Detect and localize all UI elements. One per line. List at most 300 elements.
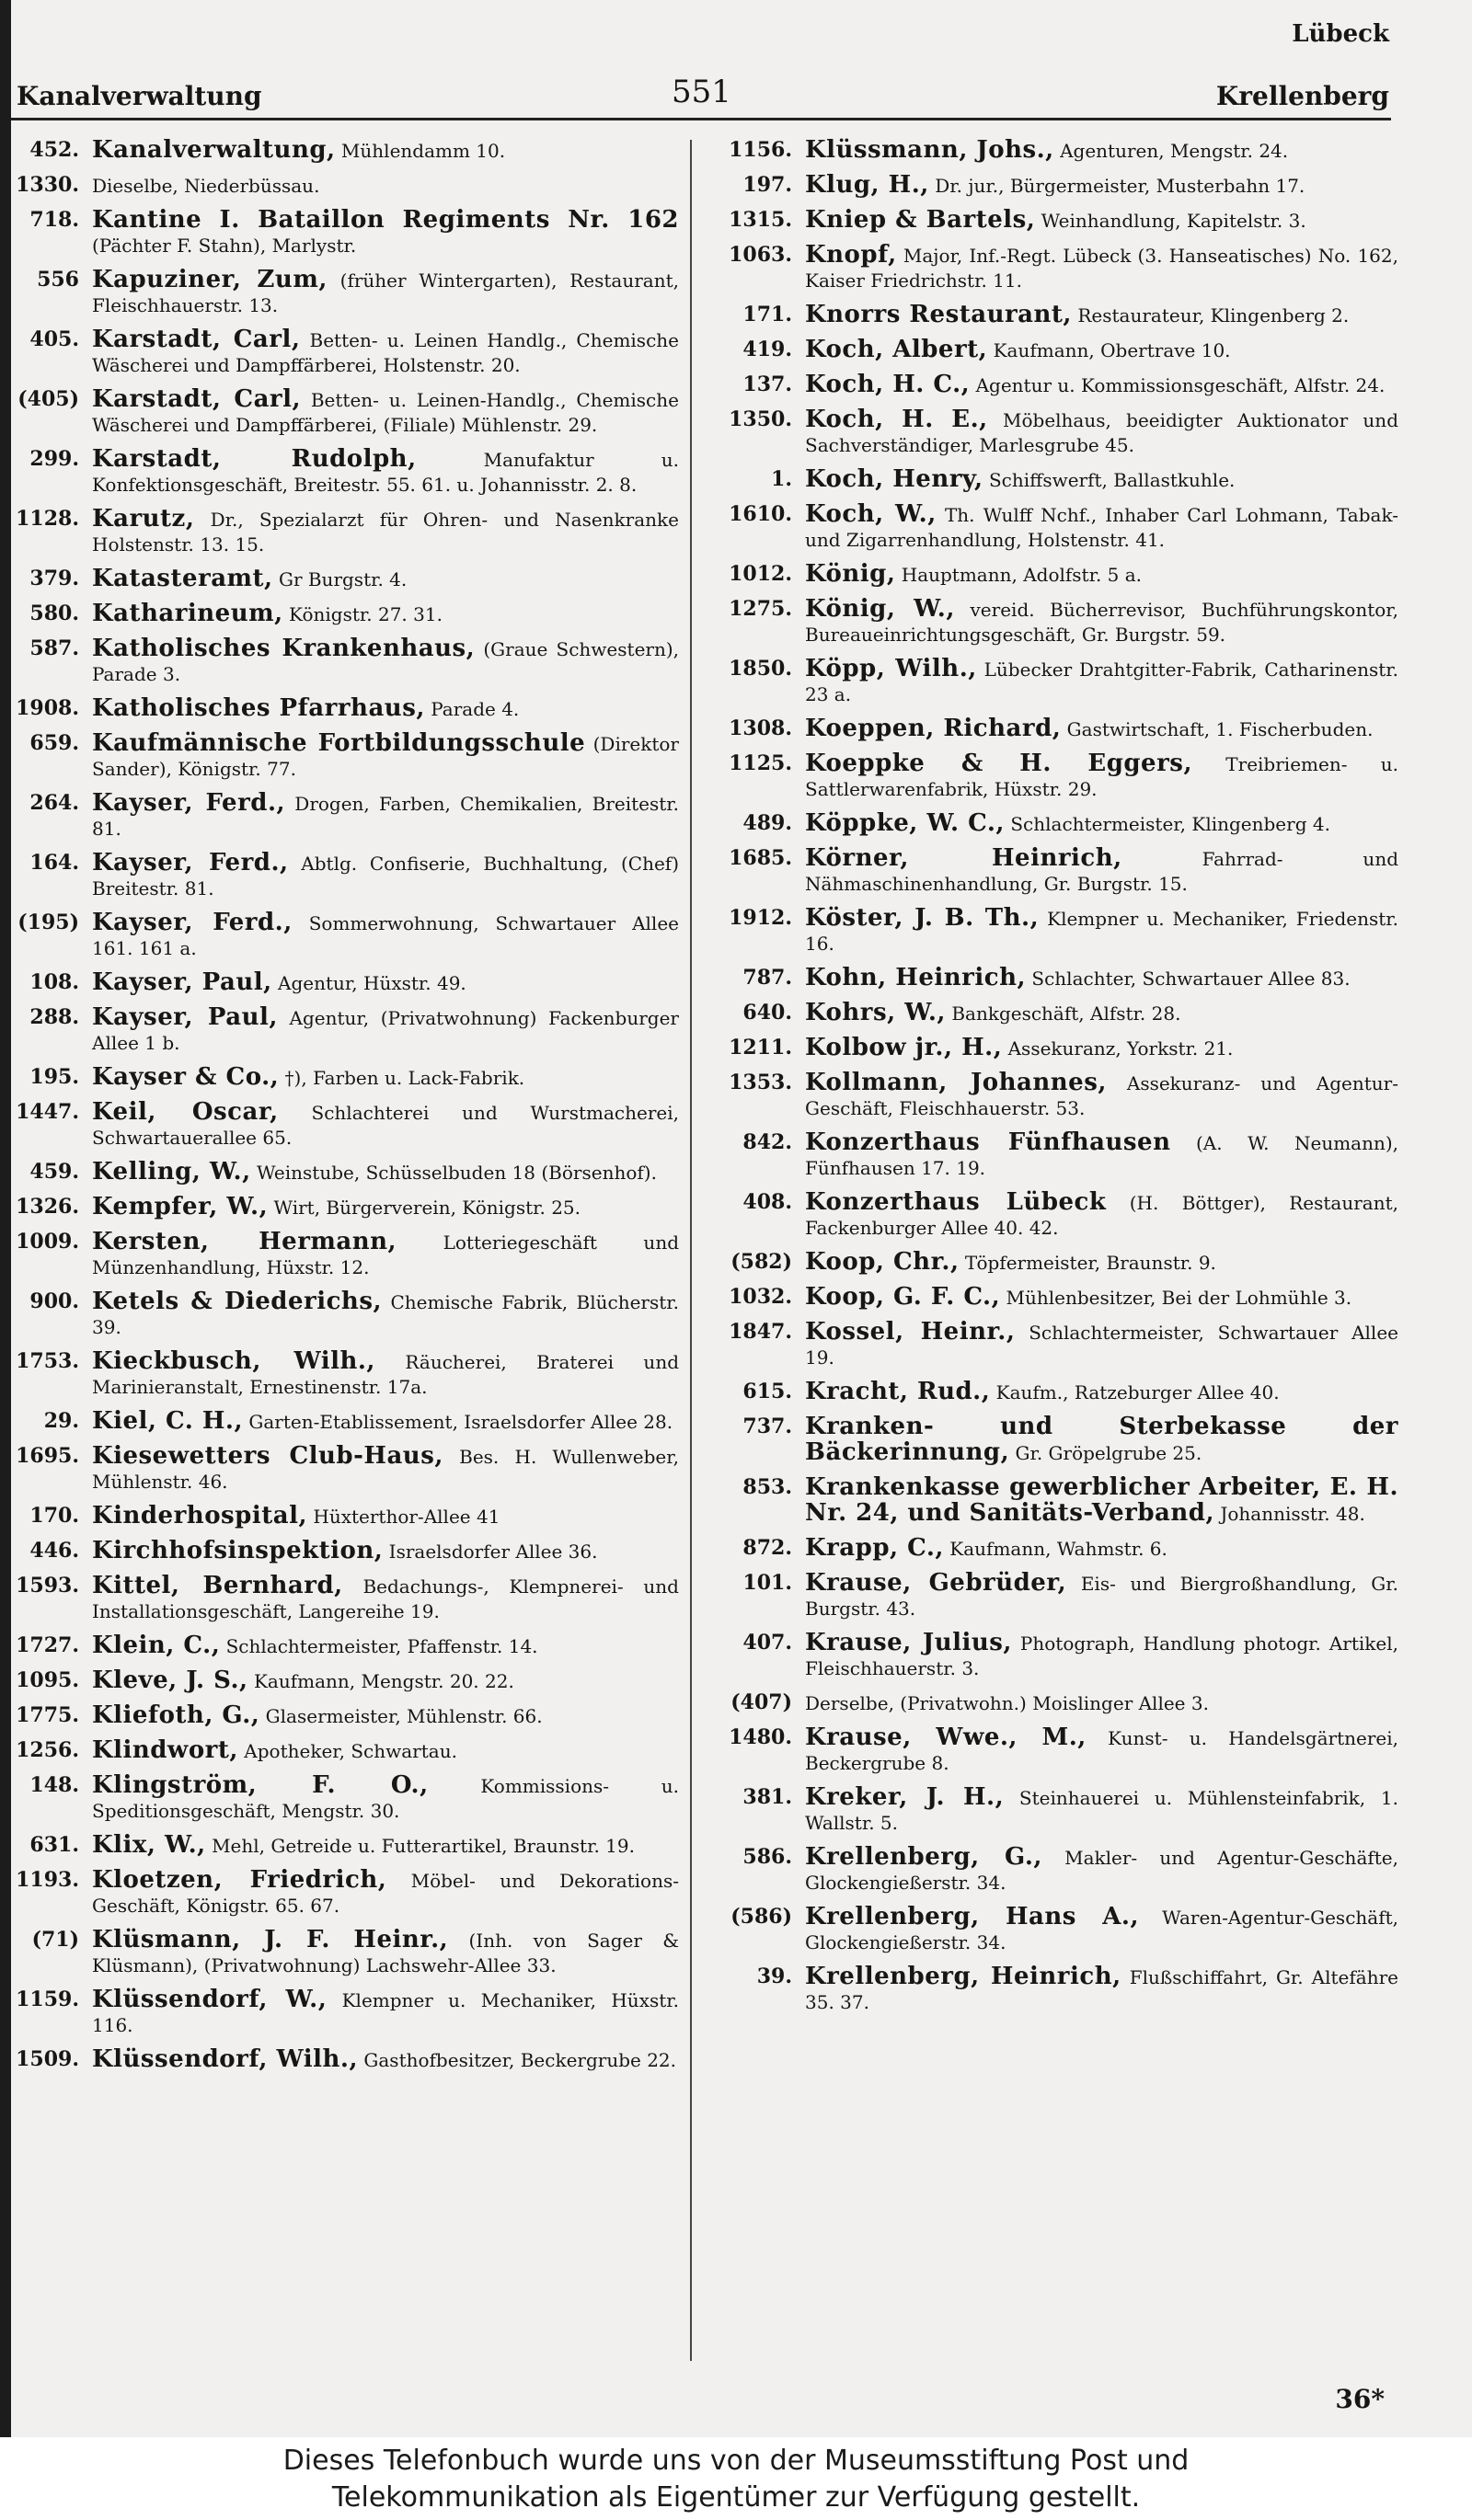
phone-number: 1315. <box>729 208 792 232</box>
directory-entry <box>704 208 1398 234</box>
subscriber-details: Bedachungs-, Klempnerei- und Installationsgeschäft, Langereihe 19. <box>92 1575 679 1622</box>
directory-entry <box>704 173 1398 199</box>
phone-number: 615. <box>742 1380 792 1403</box>
phone-number: 1326. <box>16 1195 79 1219</box>
entry-text <box>805 1536 1398 1562</box>
phone-number: 580. <box>29 601 79 625</box>
phone-number: 1128. <box>16 507 79 531</box>
subscriber-name: Krellenberg, G., <box>805 1843 1042 1871</box>
subscriber-name: Katholisches Krankenhaus, <box>92 635 476 662</box>
subscriber-name: Kayser & Co., <box>92 1063 280 1091</box>
entry-text <box>92 567 679 592</box>
directory-entry <box>704 657 1398 707</box>
entry-text <box>92 1289 679 1340</box>
directory-entry <box>15 567 679 592</box>
subscriber-name: Klüssendorf, Wilh., <box>92 2045 359 2073</box>
entry-text <box>92 173 679 199</box>
subscriber-details: Johannisstr. 48. <box>1214 1503 1365 1525</box>
subscriber-details: Makler- und Agentur-Geschäfte, Glockengießerstr. 34. <box>805 1847 1398 1894</box>
entry-text <box>805 906 1398 956</box>
entry-text <box>92 387 679 438</box>
directory-entry <box>704 1415 1398 1466</box>
subscriber-name: Kayser, Ferd., <box>92 789 286 817</box>
entry-text <box>805 597 1398 647</box>
footer-line-1: Dieses Telefonbuch wurde uns von der Museumsstiftung Post und <box>282 2445 1190 2477</box>
page-number: 551 <box>672 74 731 110</box>
entry-text <box>805 173 1398 199</box>
subscriber-name: Kracht, Rud., <box>805 1378 991 1405</box>
entry-text <box>92 1100 679 1151</box>
subscriber-details: Agentur, Hüxstr. 49. <box>271 972 466 994</box>
phone-number: 1912. <box>729 906 792 930</box>
subscriber-name: Karstadt, Rudolph, <box>92 445 417 473</box>
directory-entry <box>704 1475 1398 1527</box>
subscriber-details: Fahrrad- und Nähmaschinenhandlung, Gr. Burgstr. 15. <box>805 848 1399 895</box>
entry-text <box>805 1690 1398 1716</box>
entry-text <box>92 138 679 164</box>
subscriber-details: Schiffswerft, Ballastkuhle. <box>983 469 1236 491</box>
phone-number: 489. <box>742 811 792 835</box>
directory-entry <box>15 1065 679 1091</box>
entry-text <box>92 970 679 996</box>
phone-number: 408. <box>742 1190 792 1214</box>
phone-number: 587. <box>29 636 79 660</box>
subscriber-name: Kleve, J. S., <box>92 1667 248 1694</box>
subscriber-name: Kittel, Bernhard, <box>92 1572 343 1599</box>
phone-number: 137. <box>742 372 792 396</box>
directory-entry <box>704 1190 1398 1241</box>
directory-entry <box>704 1071 1398 1121</box>
phone-number: 842. <box>742 1130 792 1154</box>
subscriber-name: Kohn, Heinrich, <box>805 964 1027 991</box>
subscriber-details: Gastwirtschaft, 1. Fischerbuden. <box>1061 718 1374 740</box>
directory-entry <box>704 966 1398 991</box>
phone-number: 405. <box>29 327 79 351</box>
directory-entry <box>15 2047 679 2073</box>
subscriber-details: Königstr. 27. 31. <box>282 603 443 625</box>
subscriber-details: Kaufmann, Obertrave 10. <box>987 339 1231 361</box>
subscriber-name: Knorrs Restaurant, <box>805 301 1072 328</box>
subscriber-details: Kommissions- u. Speditionsgeschäft, Mengstr. 30. <box>92 1775 679 1822</box>
subscriber-details: Eis- und Biergroßhandlung, Gr. Burgstr. 43. <box>805 1573 1398 1620</box>
entry-text <box>92 1633 679 1659</box>
subscriber-name: Klüssmann, Johs., <box>805 136 1054 164</box>
phone-number: 1012. <box>729 562 792 586</box>
phone-number: 1308. <box>729 716 792 740</box>
entry-text <box>92 1349 679 1400</box>
directory-entry <box>15 1738 679 1764</box>
subscriber-details: †), Farben u. Lack-Fabrik. <box>279 1067 525 1089</box>
city-header: Lübeck <box>1292 20 1389 48</box>
phone-number: 381. <box>742 1785 792 1809</box>
subscriber-name: Kranken- und Sterbekasse der Bäckerinnung, <box>805 1413 1398 1466</box>
first-entry-header: Kanalverwaltung <box>17 81 262 111</box>
phone-number: 197. <box>742 173 792 197</box>
directory-entry <box>704 303 1398 328</box>
entry-text <box>92 1409 679 1435</box>
directory-entry <box>704 338 1398 363</box>
directory-entry <box>704 467 1398 493</box>
entry-text <box>92 851 679 901</box>
entry-text <box>92 1230 679 1280</box>
subscriber-details: Agenturen, Mengstr. 24. <box>1053 140 1289 162</box>
entry-text <box>92 1504 679 1529</box>
phone-number: 264. <box>29 791 79 815</box>
subscriber-details: Dieselbe, Niederbüssau. <box>92 175 320 197</box>
subscriber-name: Koch, H. E., <box>805 406 988 433</box>
directory-entry <box>704 1690 1398 1716</box>
phone-number: 164. <box>29 851 79 875</box>
directory-entry <box>15 173 679 199</box>
entry-text <box>805 1475 1398 1527</box>
entry-text <box>92 1574 679 1624</box>
subscriber-name: Klix, W., <box>92 1831 206 1859</box>
phone-number: 1610. <box>729 502 792 526</box>
subscriber-details: Schlachter, Schwartauer Allee 83. <box>1026 968 1351 990</box>
directory-entry <box>704 1001 1398 1026</box>
subscriber-details: Klempner u. Mechaniker, Hüxstr. 116. <box>92 1989 679 2036</box>
subscriber-name: Kelling, W., <box>92 1158 251 1186</box>
entry-text <box>805 562 1398 588</box>
phone-number: 1063. <box>729 243 792 267</box>
entry-text <box>92 2047 679 2073</box>
subscriber-name: Krause, Julius, <box>805 1629 1012 1656</box>
subscriber-name: Krause, Wwe., M., <box>805 1724 1087 1751</box>
directory-entry <box>15 911 679 961</box>
subscriber-name: Katharineum, <box>92 600 283 627</box>
directory-entry <box>704 372 1398 398</box>
subscriber-details: Räucherei, Braterei und Marinieranstalt, Ernestinenstr. 17a. <box>92 1351 679 1398</box>
directory-entry <box>704 1536 1398 1562</box>
entry-text <box>92 1703 679 1729</box>
directory-entry <box>15 1703 679 1729</box>
entry-text <box>805 407 1398 458</box>
subscriber-details: Major, Inf.-Regt. Lübeck (3. Hanseatisches) No. 162, Kaiser Friedrichstr. 11. <box>805 245 1398 292</box>
signature-mark: 36* <box>1335 2384 1385 2414</box>
subscriber-name: Klindwort, <box>92 1736 238 1764</box>
subscriber-details: (Pächter F. Stahn), Marlystr. <box>92 235 357 257</box>
subscriber-details: Schlachtermeister, Klingenberg 4. <box>1004 813 1330 835</box>
entry-text <box>805 751 1398 802</box>
phone-number: (195) <box>17 911 79 934</box>
subscriber-details: (früher Wintergarten), Restaurant, Fleischhauerstr. 13. <box>92 269 679 316</box>
right-column <box>704 138 1398 2024</box>
subscriber-name: Koeppen, Richard, <box>805 715 1062 742</box>
entry-text <box>805 243 1398 293</box>
subscriber-details: (Inh. von Sager & Klüsmann), (Privatwohnung) Lachswehr-Allee 33. <box>92 1930 679 1976</box>
directory-entry <box>15 1289 679 1340</box>
phone-number: 1850. <box>729 657 792 681</box>
phone-number: 1480. <box>729 1725 792 1749</box>
subscriber-details: Steinhauerei u. Mühlensteinfabrik, 1. Wallstr. 5. <box>805 1787 1398 1834</box>
subscriber-name: Kayser, Ferd., <box>92 849 289 876</box>
directory-entry <box>15 1987 679 2038</box>
directory-entry <box>704 407 1398 458</box>
phone-number: 148. <box>29 1773 79 1797</box>
subscriber-details: Betten- u. Leinen-Handlg., Chemische Wäscherei und Dampffärberei, (Filiale) Mühlenstr. 29. <box>92 389 679 436</box>
phone-number: 1156. <box>729 138 792 162</box>
entry-text <box>92 208 679 258</box>
phone-number: 1350. <box>729 407 792 431</box>
entry-text <box>805 1285 1398 1311</box>
entry-text <box>805 657 1398 707</box>
subscriber-details: Betten- u. Leinen Handlg., Chemische Wäscherei und Dampffärberei, Holstenstr. 20. <box>92 329 679 376</box>
entry-text <box>805 1036 1398 1061</box>
subscriber-details: Mühlendamm 10. <box>335 140 506 162</box>
subscriber-details: Lotteriegeschäft und Münzenhandlung, Hüxstr. 12. <box>92 1231 680 1278</box>
phone-number: 1447. <box>16 1100 79 1124</box>
subscriber-name: König, <box>805 560 896 588</box>
subscriber-details: Treibriemen- u. Sattlerwarenfabrik, Hüxstr. 29. <box>805 753 1398 800</box>
phone-number: 171. <box>742 303 792 326</box>
directory-entry <box>15 1928 679 1978</box>
subscriber-name: Koch, Henry, <box>805 465 983 493</box>
subscriber-name: Krellenberg, Heinrich, <box>805 1963 1121 1990</box>
directory-entry <box>15 636 679 687</box>
subscriber-name: Klüsmann, J. F. Heinr., <box>92 1926 449 1953</box>
subscriber-name: Ketels & Diederichs, <box>92 1288 383 1315</box>
subscriber-details: Restaurateur, Klingenberg 2. <box>1072 304 1350 326</box>
entry-text <box>92 327 679 378</box>
phone-number: (407) <box>730 1690 792 1714</box>
subscriber-details: Waren-Agentur-Geschäft, Glockengießerstr. 34. <box>805 1907 1398 1953</box>
phone-number: 1509. <box>16 2047 79 2071</box>
phone-number: 1330. <box>16 173 79 197</box>
phone-number: 586. <box>742 1845 792 1869</box>
directory-entry <box>15 327 679 378</box>
subscriber-name: Koch, W., <box>805 500 937 528</box>
subscriber-name: Kanalverwaltung, <box>92 136 336 164</box>
subscriber-details: Schlachtermeister, Schwartauer Allee 19. <box>805 1322 1398 1369</box>
subscriber-name: Konzerthaus Lübeck <box>805 1188 1107 1216</box>
subscriber-details: Möbel- und Dekorations-Geschäft, Königstr. 65. 67. <box>92 1870 679 1917</box>
subscriber-details: Glasermeister, Mühlenstr. 66. <box>259 1705 543 1727</box>
subscriber-name: Krankenkasse gewerblicher Arbeiter, E. H. Nr. 24, und Sanitäts-Verband, <box>805 1473 1398 1527</box>
subscriber-details: Manufaktur u. Konfektionsgeschäft, Breitestr. 55. 61. u. Johannisstr. 2. 8. <box>92 449 679 496</box>
subscriber-details: Töpfermeister, Braunstr. 9. <box>959 1252 1216 1274</box>
directory-entry <box>704 716 1398 742</box>
subscriber-name: Kossel, Heinr., <box>805 1318 1016 1346</box>
entry-text <box>92 1987 679 2038</box>
subscriber-details: (Graue Schwestern), Parade 3. <box>92 638 680 685</box>
phone-number: 718. <box>29 208 79 232</box>
subscriber-name: Klug, H., <box>805 171 929 199</box>
phone-number: 1125. <box>729 751 792 775</box>
entry-text <box>805 1964 1398 2015</box>
subscriber-name: Köppke, W. C., <box>805 809 1005 837</box>
subscriber-name: König, W., <box>805 595 955 623</box>
phone-number: 1695. <box>16 1444 79 1468</box>
directory-entry <box>15 1230 679 1280</box>
subscriber-details: Flußschiffahrt, Gr. Altefähre 35. 37. <box>805 1966 1398 2013</box>
directory-entry <box>704 846 1398 897</box>
subscriber-details: Bankgeschäft, Alfstr. 28. <box>945 1002 1181 1025</box>
phone-number: 631. <box>29 1833 79 1857</box>
directory-entry <box>15 268 679 318</box>
entry-text <box>805 303 1398 328</box>
subscriber-name: Krause, Gebrüder, <box>805 1569 1067 1597</box>
phone-number: 1847. <box>729 1320 792 1344</box>
subscriber-name: Katasteramt, <box>92 565 273 592</box>
directory-entry <box>704 1285 1398 1311</box>
subscriber-details: (A. W. Neumann), Fünfhausen 17. 19. <box>805 1132 1399 1179</box>
directory-entry <box>15 138 679 164</box>
directory-entry <box>704 1905 1398 1955</box>
entry-text <box>92 1668 679 1694</box>
subscriber-name: Knopf, <box>805 241 897 269</box>
column-divider <box>690 140 692 2361</box>
entry-text <box>805 138 1398 164</box>
entry-text <box>805 846 1398 897</box>
entry-text <box>805 1130 1398 1181</box>
subscriber-details: Gasthofbesitzer, Beckergrube 22. <box>358 2049 677 2071</box>
subscriber-details: Sommerwohnung, Schwartauer Allee 161. 161 a. <box>92 912 679 959</box>
subscriber-name: Kiesewetters Club-Haus, <box>92 1442 443 1470</box>
directory-entry <box>15 1005 679 1056</box>
phone-number: 1353. <box>729 1071 792 1094</box>
phone-number: 872. <box>742 1536 792 1560</box>
subscriber-name: Karutz, <box>92 505 195 533</box>
subscriber-details: Dr., Spezialarzt für Ohren- und Nasenkranke Holstenstr. 13. 15. <box>92 509 679 556</box>
subscriber-name: Kohrs, W., <box>805 999 946 1026</box>
phone-number: (582) <box>730 1250 792 1274</box>
entry-text <box>92 1868 679 1919</box>
phone-number: 288. <box>29 1005 79 1029</box>
directory-entry <box>15 1539 679 1564</box>
subscriber-details: Apotheker, Schwartau. <box>237 1740 457 1762</box>
entry-text <box>805 716 1398 742</box>
phone-number: 170. <box>29 1504 79 1528</box>
subscriber-name: Köpp, Wilh., <box>805 655 977 682</box>
subscriber-name: Koch, H. C., <box>805 371 971 398</box>
subscriber-details: Chemische Fabrik, Blücherstr. 39. <box>92 1291 679 1338</box>
binding-edge <box>0 0 11 2437</box>
directory-entry <box>15 970 679 996</box>
subscriber-details: (H. Böttger), Restaurant, Fackenburger Allee 40. 42. <box>805 1192 1398 1239</box>
subscriber-name: Kantine I. Bataillon Regiments Nr. 162 <box>92 206 679 234</box>
entry-text <box>805 1250 1398 1276</box>
footer-note <box>0 2437 1472 2520</box>
phone-number: 853. <box>742 1475 792 1499</box>
subscriber-name: Klein, C., <box>92 1632 221 1659</box>
subscriber-name: Krapp, C., <box>805 1534 944 1562</box>
subscriber-name: Kolbow jr., H., <box>805 1034 1003 1061</box>
phone-number: 1908. <box>16 696 79 720</box>
phone-number: 1727. <box>16 1633 79 1657</box>
entry-text <box>805 1415 1398 1466</box>
phone-number: 1275. <box>729 597 792 621</box>
subscriber-details: Garten-Etablissement, Israelsdorfer Allee 28. <box>243 1411 673 1433</box>
entry-text <box>805 208 1398 234</box>
phone-number: 1. <box>771 467 792 491</box>
entry-text <box>92 791 679 842</box>
directory-entry <box>704 1785 1398 1836</box>
directory-entry <box>704 243 1398 293</box>
entry-text <box>805 1571 1398 1621</box>
subscriber-name: Körner, Heinrich, <box>805 844 1122 872</box>
subscriber-details: Agentur, (Privatwohnung) Fackenburger Allee 1 b. <box>92 1007 679 1054</box>
subscriber-details: Kunst- u. Handelsgärtnerei, Beckergrube 8. <box>805 1727 1398 1774</box>
subscriber-name: Kempfer, W., <box>92 1193 269 1220</box>
directory-entry <box>704 1631 1398 1681</box>
subscriber-details: Lübecker Drahtgitter-Fabrik, Catharinenstr. 23 a. <box>805 659 1398 705</box>
phone-number: 659. <box>29 731 79 755</box>
entry-text <box>805 1380 1398 1405</box>
subscriber-details: Wirt, Bürgerverein, Königstr. 25. <box>268 1197 581 1219</box>
subscriber-name: Koop, G. F. C., <box>805 1283 1001 1311</box>
subscriber-details: (Direktor Sander), Königstr. 77. <box>92 733 679 780</box>
phone-number: 1095. <box>16 1668 79 1692</box>
directory-entry <box>15 1409 679 1435</box>
phone-number: 446. <box>29 1539 79 1563</box>
subscriber-details: Weinhandlung, Kapitelstr. 3. <box>1035 210 1306 232</box>
directory-entry <box>704 811 1398 837</box>
subscriber-name: Kreker, J. H., <box>805 1783 1005 1811</box>
phone-number: (405) <box>17 387 79 411</box>
directory-entry <box>704 1571 1398 1621</box>
phone-number: 195. <box>29 1065 79 1089</box>
footer-line-2: Telekommunikation als Eigentümer zur Verfügung gestellt. <box>331 2481 1141 2514</box>
subscriber-details: Kaufmann, Mengstr. 20. 22. <box>247 1670 514 1692</box>
directory-entry <box>15 601 679 627</box>
directory-entry <box>15 1868 679 1919</box>
entry-text <box>92 507 679 557</box>
directory-entry <box>15 851 679 901</box>
entry-text <box>805 1631 1398 1681</box>
entry-text <box>92 911 679 961</box>
entry-text <box>92 447 679 498</box>
phone-number: 419. <box>742 338 792 361</box>
entry-text <box>805 467 1398 493</box>
subscriber-details: Th. Wulff Nchf., Inhaber Carl Lohmann, Tabak- und Zigarrenhandlung, Holstenstr. 41. <box>805 504 1398 551</box>
subscriber-name: Koch, Albert, <box>805 336 988 363</box>
directory-entry <box>15 208 679 258</box>
directory-entry <box>15 1668 679 1694</box>
phone-number: 1159. <box>16 1987 79 2011</box>
entry-text <box>805 502 1398 553</box>
entry-text <box>92 1005 679 1056</box>
subscriber-details: Bes. H. Wullenweber, Mühlenstr. 46. <box>92 1446 679 1493</box>
subscriber-name: Kollmann, Johannes, <box>805 1069 1107 1096</box>
subscriber-name: Karstadt, Carl, <box>92 385 302 413</box>
subscriber-details: Drogen, Farben, Chemikalien, Breitestr. 81. <box>92 793 679 840</box>
entry-text <box>805 1190 1398 1241</box>
directory-entry <box>704 751 1398 802</box>
subscriber-name: Kniep & Bartels, <box>805 206 1036 234</box>
subscriber-details: Gr Burgstr. 4. <box>272 568 408 590</box>
directory-entry <box>15 1195 679 1220</box>
subscriber-details: Abtlg. Confiserie, Buchhaltung, (Chef) Breitestr. 81. <box>92 853 679 899</box>
subscriber-details: Hauptmann, Adolfstr. 5 a. <box>895 564 1143 586</box>
phone-number: 407. <box>742 1631 792 1655</box>
directory-entry <box>15 1504 679 1529</box>
subscriber-name: Kayser, Ferd., <box>92 909 293 936</box>
directory-entry <box>704 597 1398 647</box>
entry-text <box>805 1785 1398 1836</box>
entry-text <box>805 1845 1398 1896</box>
entry-text <box>805 966 1398 991</box>
subscriber-name: Kieckbusch, Wilh., <box>92 1347 375 1375</box>
phone-number: 737. <box>742 1415 792 1438</box>
phone-number: 101. <box>742 1571 792 1595</box>
directory-entry <box>15 1100 679 1151</box>
directory-entry <box>704 1320 1398 1370</box>
entry-text <box>92 1195 679 1220</box>
subscriber-name: Kaufmännische Fortbildungsschule <box>92 729 586 757</box>
subscriber-details: Möbelhaus, beeidigter Auktionator und Sachverständiger, Marlesgrube 45. <box>805 409 1398 456</box>
directory-entry <box>15 791 679 842</box>
subscriber-name: Köster, J. B. Th., <box>805 904 1040 932</box>
